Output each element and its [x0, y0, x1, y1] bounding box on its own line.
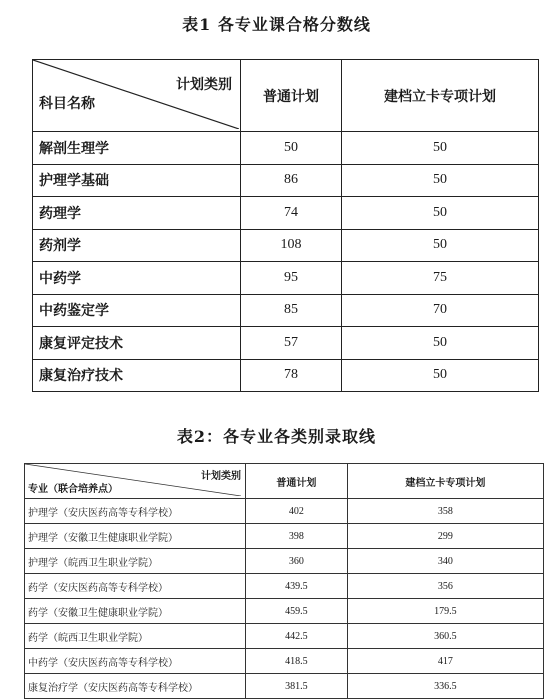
table1-header-plan-type: 计划类别	[176, 77, 232, 93]
passing-score-table	[32, 59, 539, 392]
table-row	[25, 674, 544, 699]
table2-header-major: 专业（联合培养点）	[28, 484, 118, 495]
cell-regular: 95	[241, 262, 342, 295]
cell-special: 340	[347, 549, 543, 574]
table-row	[25, 549, 544, 574]
cell-special: 50	[342, 327, 539, 360]
table-row	[33, 197, 539, 230]
cell-special: 50	[342, 359, 539, 392]
cell-special: 358	[347, 499, 543, 524]
cell-regular: 442.5	[246, 624, 348, 649]
cell-regular: 402	[246, 499, 348, 524]
table2-diagonal-header	[25, 464, 246, 499]
table-row	[25, 649, 544, 674]
table-row	[33, 327, 539, 360]
table-row	[33, 294, 539, 327]
cell-name: 药剂学	[33, 229, 241, 262]
cell-name: 中药鉴定学	[33, 294, 241, 327]
cell-name: 药学（安徽卫生健康职业学院）	[25, 599, 246, 624]
cell-regular: 418.5	[246, 649, 348, 674]
cell-regular: 86	[241, 164, 342, 197]
cell-name: 中药学（安庆医药高等专科学校）	[25, 649, 246, 674]
table-row	[33, 164, 539, 197]
table2-title: 表2：各专业各类别录取线	[176, 427, 377, 446]
cell-name: 康复评定技术	[33, 327, 241, 360]
cell-special: 75	[342, 262, 539, 295]
admission-line-table	[24, 463, 544, 699]
cell-name: 护理学基础	[33, 164, 241, 197]
table2-header-regular: 普通计划	[246, 464, 348, 499]
cell-regular: 459.5	[246, 599, 348, 624]
table-row	[25, 574, 544, 599]
cell-regular: 78	[241, 359, 342, 392]
cell-regular: 74	[241, 197, 342, 230]
cell-special: 336.5	[347, 674, 543, 699]
table1-header-regular: 普通计划	[241, 60, 342, 132]
cell-regular: 108	[241, 229, 342, 262]
table1-title: 表1 各专业课合格分数线	[182, 15, 371, 34]
cell-name: 药学（皖西卫生职业学院）	[25, 624, 246, 649]
cell-special: 417	[347, 649, 543, 674]
cell-name: 护理学（安徽卫生健康职业学院）	[25, 524, 246, 549]
cell-name: 解剖生理学	[33, 132, 241, 165]
table-row	[25, 624, 544, 649]
cell-name: 康复治疗技术	[33, 359, 241, 392]
table-row	[25, 499, 544, 524]
cell-regular: 398	[246, 524, 348, 549]
table-row	[33, 132, 539, 165]
cell-regular: 360	[246, 549, 348, 574]
table1-diagonal-header	[33, 60, 241, 132]
table1-header-special: 建档立卡专项计划	[342, 60, 539, 132]
cell-special: 356	[347, 574, 543, 599]
cell-regular: 57	[241, 327, 342, 360]
cell-name: 药学（安庆医药高等专科学校）	[25, 574, 246, 599]
cell-name: 中药学	[33, 262, 241, 295]
cell-regular: 381.5	[246, 674, 348, 699]
cell-name: 药理学	[33, 197, 241, 230]
table-row	[25, 524, 544, 549]
cell-name: 护理学（安庆医药高等专科学校）	[25, 499, 246, 524]
cell-name: 护理学（皖西卫生职业学院）	[25, 549, 246, 574]
cell-special: 50	[342, 197, 539, 230]
cell-special: 299	[347, 524, 543, 549]
table-row	[33, 359, 539, 392]
cell-name: 康复治疗学（安庆医药高等专科学校）	[25, 674, 246, 699]
table-row	[33, 229, 539, 262]
cell-special: 50	[342, 132, 539, 165]
cell-special: 179.5	[347, 599, 543, 624]
cell-special: 360.5	[347, 624, 543, 649]
table-row	[33, 262, 539, 295]
cell-regular: 439.5	[246, 574, 348, 599]
cell-special: 50	[342, 164, 539, 197]
table2-header-plan-type: 计划类别	[201, 471, 241, 482]
cell-regular: 50	[241, 132, 342, 165]
table2-header-special: 建档立卡专项计划	[347, 464, 543, 499]
cell-special: 50	[342, 229, 539, 262]
table1-header-subject: 科目名称	[39, 96, 95, 112]
cell-special: 70	[342, 294, 539, 327]
cell-regular: 85	[241, 294, 342, 327]
table-row	[25, 599, 544, 624]
